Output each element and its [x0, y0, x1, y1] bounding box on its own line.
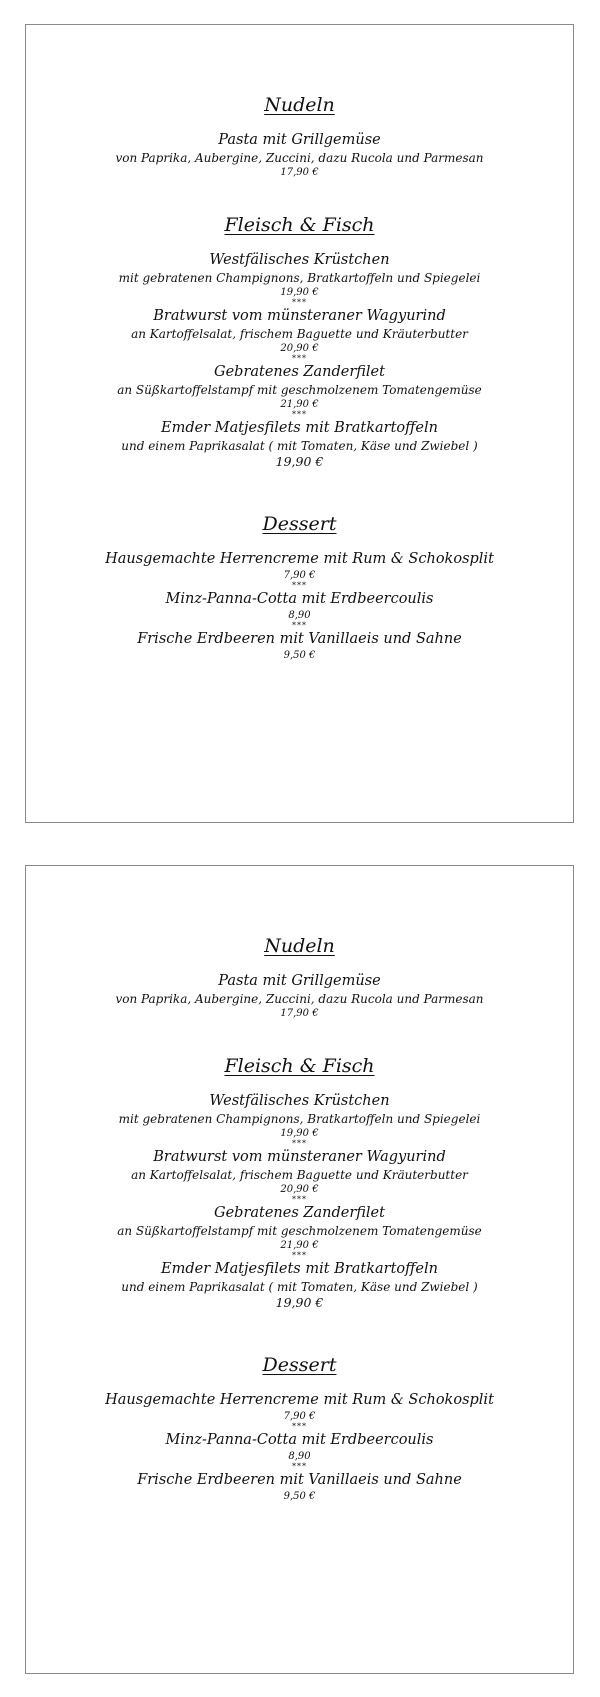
item-name: Minz-Panna-Cotta mit Erdbeercoulis — [165, 1432, 434, 1448]
item-price: 8,90 — [288, 610, 311, 621]
menu-page-2 — [25, 865, 574, 1674]
item-desc: und einem Paprikasalat ( mit Tomaten, Käse und Zwiebel ) — [121, 1280, 478, 1294]
item-desc: an Süßkartoffelstampf mit geschmolzenem Tomatengemüse — [117, 1224, 482, 1238]
section-title-nudeln: Nudeln — [264, 94, 335, 116]
section-title-dessert: Dessert — [262, 1354, 337, 1376]
section-title-dessert: Dessert — [262, 513, 337, 535]
item-price: 21,90 € — [280, 399, 319, 410]
item-name: Emder Matjesfilets mit Bratkartoffeln — [161, 1261, 438, 1277]
item-price: 17,90 € — [280, 1008, 319, 1019]
item-price: 19,90 € — [280, 287, 319, 298]
item-name: Gebratenes Zanderfilet — [214, 1205, 385, 1221]
item-name: Bratwurst vom münsteraner Wagyurind — [153, 308, 446, 324]
item-desc: an Süßkartoffelstampf mit geschmolzenem Tomatengemüse — [117, 383, 482, 397]
item-name: Westfälisches Krüstchen — [209, 1093, 390, 1109]
item-price: 17,90 € — [280, 167, 319, 178]
item-name: Gebratenes Zanderfilet — [214, 364, 385, 380]
menu-content — [26, 91, 573, 662]
item-price: 20,90 € — [280, 343, 319, 354]
separator: *** — [292, 1462, 307, 1471]
item-name: Westfälisches Krüstchen — [209, 252, 390, 268]
item-name: Minz-Panna-Cotta mit Erdbeercoulis — [165, 591, 434, 607]
item-price: 7,90 € — [283, 570, 316, 581]
separator: *** — [292, 410, 307, 419]
item-price: 9,50 € — [283, 1491, 316, 1502]
item-price: 21,90 € — [280, 1240, 319, 1251]
item-desc: und einem Paprikasalat ( mit Tomaten, Käse und Zwiebel ) — [121, 439, 478, 453]
item-name: Pasta mit Grillgemüse — [218, 973, 381, 989]
item-name: Frische Erdbeeren mit Vanillaeis und Sahne — [137, 631, 462, 647]
item-name: Hausgemachte Herrencreme mit Rum & Schokosplit — [105, 1392, 494, 1408]
item-desc: mit gebratenen Champignons, Bratkartoffeln und Spiegelei — [118, 1112, 481, 1126]
item-name: Hausgemachte Herrencreme mit Rum & Schokosplit — [105, 551, 494, 567]
item-desc: an Kartoffelsalat, frischem Baguette und Kräuterbutter — [131, 1168, 468, 1182]
item-name: Emder Matjesfilets mit Bratkartoffeln — [161, 420, 438, 436]
item-desc: von Paprika, Aubergine, Zuccini, dazu Rucola und Parmesan — [115, 992, 484, 1006]
separator: *** — [292, 1251, 307, 1260]
item-desc: mit gebratenen Champignons, Bratkartoffeln und Spiegelei — [118, 271, 481, 285]
item-name: Frische Erdbeeren mit Vanillaeis und Sahne — [137, 1472, 462, 1488]
separator: *** — [292, 1139, 307, 1148]
item-name: Bratwurst vom münsteraner Wagyurind — [153, 1149, 446, 1165]
item-price: 7,90 € — [283, 1411, 316, 1422]
separator: *** — [292, 1422, 307, 1431]
item-name: Pasta mit Grillgemüse — [218, 132, 381, 148]
menu-page-1 — [25, 24, 574, 823]
separator: *** — [292, 581, 307, 590]
item-desc: von Paprika, Aubergine, Zuccini, dazu Rucola und Parmesan — [115, 151, 484, 165]
item-price: 19,90 € — [275, 1295, 324, 1310]
section-title-fleisch-fisch: Fleisch & Fisch — [224, 1055, 375, 1077]
section-title-fleisch-fisch: Fleisch & Fisch — [224, 214, 375, 236]
separator: *** — [292, 354, 307, 363]
item-price: 9,50 € — [283, 650, 316, 661]
item-price: 8,90 — [288, 1451, 311, 1462]
menu-content — [26, 932, 573, 1503]
separator: *** — [292, 621, 307, 630]
item-price: 19,90 € — [275, 454, 324, 469]
separator: *** — [292, 298, 307, 307]
item-desc: an Kartoffelsalat, frischem Baguette und Kräuterbutter — [131, 327, 468, 341]
section-title-nudeln: Nudeln — [264, 935, 335, 957]
separator: *** — [292, 1195, 307, 1204]
item-price: 20,90 € — [280, 1184, 319, 1195]
item-price: 19,90 € — [280, 1128, 319, 1139]
